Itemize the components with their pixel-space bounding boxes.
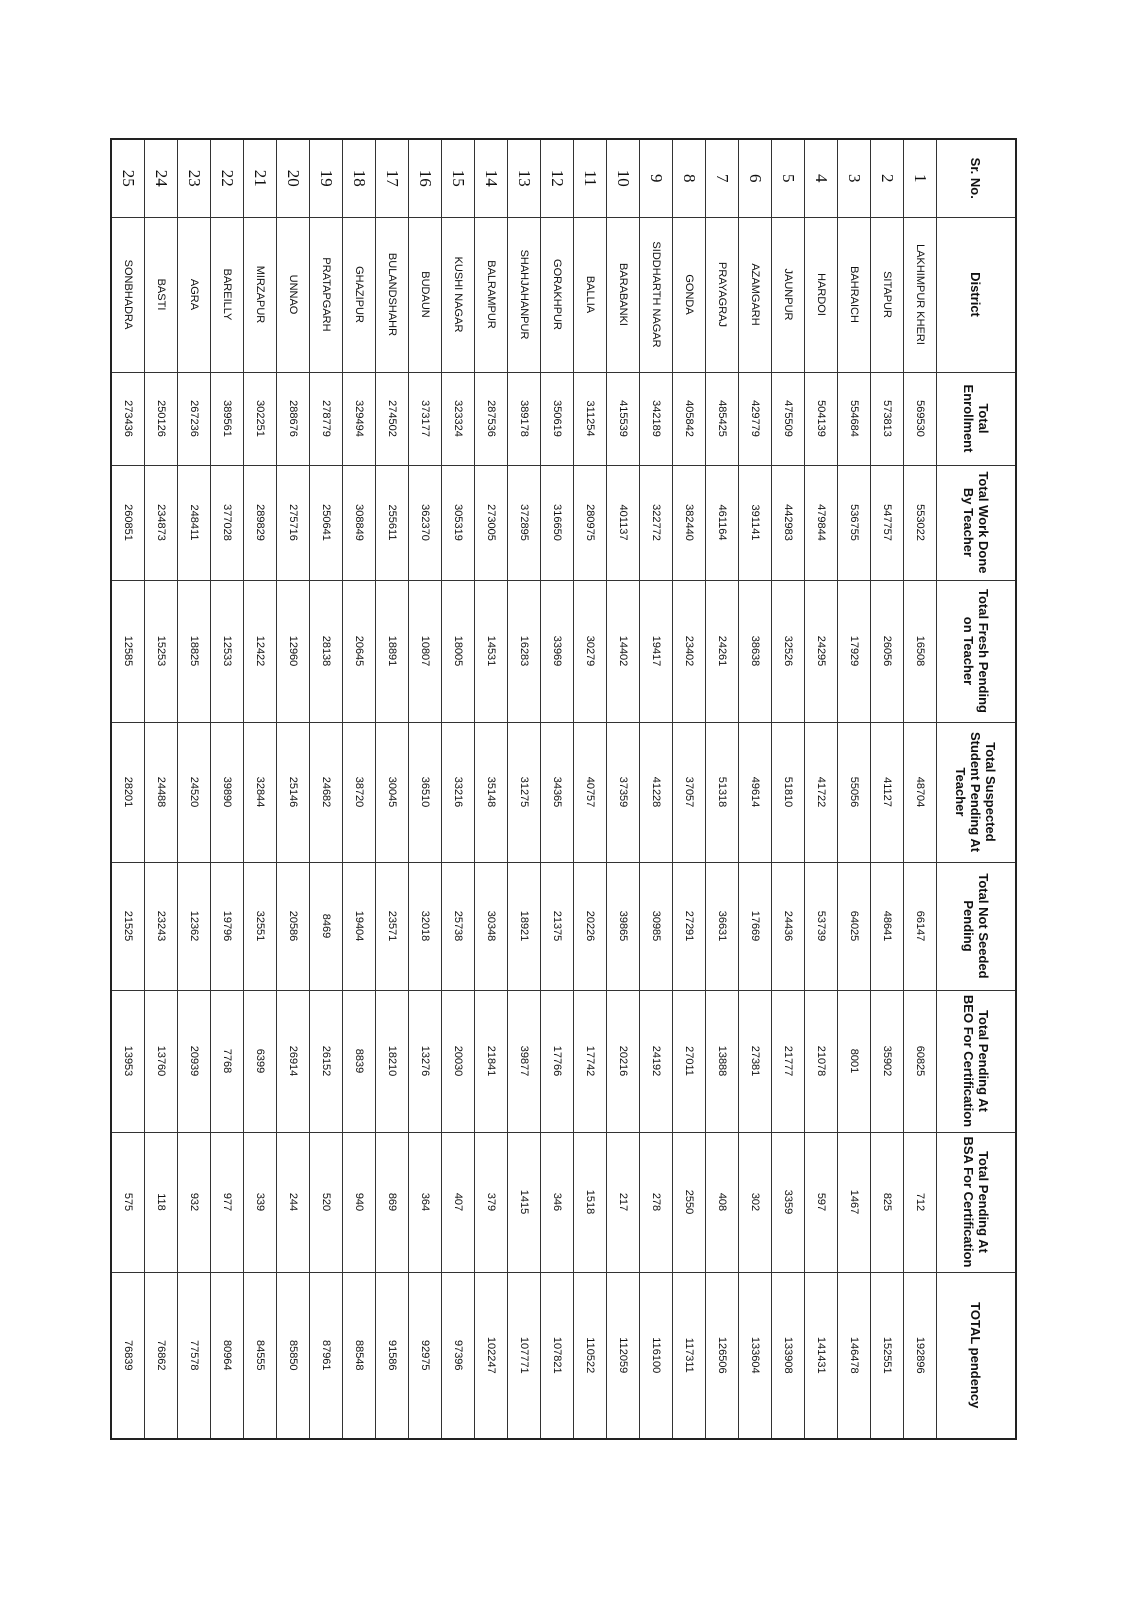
total-enrollment-cell: 273436 [111, 372, 145, 465]
work-done-cell: 391141 [739, 465, 772, 580]
district-cell: LAKHIMPUR KHERI [904, 217, 937, 372]
total-enrollment-cell: 311254 [574, 372, 607, 465]
total-enrollment-cell: 250126 [145, 372, 178, 465]
suspected-pending-cell: 49614 [739, 722, 772, 862]
work-done-cell: 250641 [310, 465, 343, 580]
beo-pending-cell: 27381 [739, 990, 772, 1132]
sr-no-cell: 18 [343, 139, 376, 217]
bsa-pending-cell: 2550 [673, 1132, 706, 1272]
suspected-pending-cell: 39890 [211, 722, 244, 862]
bsa-pending-cell: 346 [541, 1132, 574, 1272]
not-seeded-cell: 30348 [475, 862, 508, 990]
suspected-pending-cell: 34365 [541, 722, 574, 862]
beo-pending-cell: 35902 [871, 990, 904, 1132]
table-row [739, 139, 772, 1439]
total-enrollment-cell: 302251 [244, 372, 277, 465]
not-seeded-cell: 48641 [871, 862, 904, 990]
district-cell: BULANDSHAHR [376, 217, 409, 372]
work-done-cell: 305319 [442, 465, 475, 580]
work-done-cell: 275716 [277, 465, 310, 580]
table-row [277, 139, 310, 1439]
work-done-cell: 547757 [871, 465, 904, 580]
sr-no-cell: 6 [739, 139, 772, 217]
not-seeded-cell: 39865 [607, 862, 640, 990]
work-done-cell: 553022 [904, 465, 937, 580]
total-enrollment-cell: 485425 [706, 372, 739, 465]
table-row [111, 139, 145, 1439]
not-seeded-cell: 20586 [277, 862, 310, 990]
total-pendency-cell: 110522 [574, 1272, 607, 1439]
beo-pending-cell: 60825 [904, 990, 937, 1132]
rotated-table-container [119, 138, 1017, 1438]
fresh-pending-cell: 38638 [739, 580, 772, 722]
total-pendency-cell: 85850 [277, 1272, 310, 1439]
bsa-pending-cell: 825 [871, 1132, 904, 1272]
not-seeded-cell: 24436 [772, 862, 805, 990]
district-cell: PRATAPGARH [310, 217, 343, 372]
suspected-pending-cell: 28201 [111, 722, 145, 862]
table-row [376, 139, 409, 1439]
sr-no-cell: 23 [178, 139, 211, 217]
bsa-pending-cell: 1467 [838, 1132, 871, 1272]
not-seeded-cell: 32018 [409, 862, 442, 990]
sr-no-cell: 22 [211, 139, 244, 217]
sr-no-cell: 11 [574, 139, 607, 217]
total-pendency-cell: 141431 [805, 1272, 838, 1439]
suspected-pending-cell: 55056 [838, 722, 871, 862]
total-enrollment-cell: 475509 [772, 372, 805, 465]
suspected-pending-cell: 24682 [310, 722, 343, 862]
bsa-pending-cell: 869 [376, 1132, 409, 1272]
total-pendency-cell: 77578 [178, 1272, 211, 1439]
not-seeded-cell: 64025 [838, 862, 871, 990]
total-pendency-cell: 88548 [343, 1272, 376, 1439]
suspected-pending-cell: 40757 [574, 722, 607, 862]
work-done-cell: 362370 [409, 465, 442, 580]
fresh-pending-cell: 12585 [111, 580, 145, 722]
suspected-pending-cell: 51318 [706, 722, 739, 862]
not-seeded-cell: 19796 [211, 862, 244, 990]
total-pendency-cell: 91586 [376, 1272, 409, 1439]
sr-no-cell: 13 [508, 139, 541, 217]
work-done-cell: 479844 [805, 465, 838, 580]
beo-pending-cell: 8001 [838, 990, 871, 1132]
total-pendency-cell: 87961 [310, 1272, 343, 1439]
district-cell: KUSHI NAGAR [442, 217, 475, 372]
total-pendency-cell: 117311 [673, 1272, 706, 1439]
district-cell: BARABANKI [607, 217, 640, 372]
bsa-pending-cell: 932 [178, 1132, 211, 1272]
suspected-pending-cell: 32844 [244, 722, 277, 862]
total-enrollment-cell: 342189 [640, 372, 673, 465]
table-row [211, 139, 244, 1439]
table-row [706, 139, 739, 1439]
district-cell: GORAKHPUR [541, 217, 574, 372]
suspected-pending-cell: 24520 [178, 722, 211, 862]
fresh-pending-cell: 12533 [211, 580, 244, 722]
bsa-pending-cell: 302 [739, 1132, 772, 1272]
sr-no-cell: 21 [244, 139, 277, 217]
district-cell: SHAHJAHANPUR [508, 217, 541, 372]
sr-no-cell: 9 [640, 139, 673, 217]
sr-no-cell: 10 [607, 139, 640, 217]
total-enrollment-cell: 429779 [739, 372, 772, 465]
district-cell: GONDA [673, 217, 706, 372]
fresh-pending-cell: 12422 [244, 580, 277, 722]
table-row [673, 139, 706, 1439]
district-cell: AGRA [178, 217, 211, 372]
beo-pending-cell: 18210 [376, 990, 409, 1132]
bsa-pending-cell: 597 [805, 1132, 838, 1272]
total-enrollment-cell: 373177 [409, 372, 442, 465]
fresh-pending-cell: 24261 [706, 580, 739, 722]
work-done-cell: 260851 [111, 465, 145, 580]
suspected-pending-cell: 41722 [805, 722, 838, 862]
suspected-pending-cell: 30045 [376, 722, 409, 862]
beo-pending-cell: 6399 [244, 990, 277, 1132]
total-pendency-cell: 112059 [607, 1272, 640, 1439]
bsa-pending-cell: 520 [310, 1132, 343, 1272]
district-cell: BALRAMPUR [475, 217, 508, 372]
not-seeded-cell: 21375 [541, 862, 574, 990]
beo-pending-cell: 39877 [508, 990, 541, 1132]
table-row [475, 139, 508, 1439]
table-body [111, 139, 937, 1439]
total-pendency-cell: 92975 [409, 1272, 442, 1439]
table-row [178, 139, 211, 1439]
beo-pending-cell: 27011 [673, 990, 706, 1132]
fresh-pending-cell: 10807 [409, 580, 442, 722]
sr-no-cell: 15 [442, 139, 475, 217]
total-enrollment-cell: 389561 [211, 372, 244, 465]
district-cell: UNNAO [277, 217, 310, 372]
not-seeded-cell: 30985 [640, 862, 673, 990]
district-cell: BALLIA [574, 217, 607, 372]
fresh-pending-cell: 19417 [640, 580, 673, 722]
not-seeded-cell: 18921 [508, 862, 541, 990]
sr-no-cell: 14 [475, 139, 508, 217]
suspected-pending-cell: 35148 [475, 722, 508, 862]
fresh-pending-cell: 20645 [343, 580, 376, 722]
not-seeded-cell: 19404 [343, 862, 376, 990]
bsa-pending-cell: 1518 [574, 1132, 607, 1272]
fresh-pending-cell: 14402 [607, 580, 640, 722]
fresh-pending-cell: 18005 [442, 580, 475, 722]
header-not-seeded-pending: Total Not Seeded Pending [937, 862, 1017, 990]
not-seeded-cell: 8469 [310, 862, 343, 990]
table-row [442, 139, 475, 1439]
total-enrollment-cell: 287536 [475, 372, 508, 465]
beo-pending-cell: 13888 [706, 990, 739, 1132]
table-row [805, 139, 838, 1439]
sr-no-cell: 3 [838, 139, 871, 217]
beo-pending-cell: 26152 [310, 990, 343, 1132]
beo-pending-cell: 21841 [475, 990, 508, 1132]
sr-no-cell: 4 [805, 139, 838, 217]
suspected-pending-cell: 51810 [772, 722, 805, 862]
fresh-pending-cell: 32526 [772, 580, 805, 722]
work-done-cell: 280975 [574, 465, 607, 580]
work-done-cell: 316650 [541, 465, 574, 580]
total-pendency-cell: 126506 [706, 1272, 739, 1439]
bsa-pending-cell: 244 [277, 1132, 310, 1272]
total-pendency-cell: 107821 [541, 1272, 574, 1439]
fresh-pending-cell: 23402 [673, 580, 706, 722]
fresh-pending-cell: 18891 [376, 580, 409, 722]
work-done-cell: 536755 [838, 465, 871, 580]
work-done-cell: 273005 [475, 465, 508, 580]
table-row [541, 139, 574, 1439]
total-pendency-cell: 80964 [211, 1272, 244, 1439]
work-done-cell: 289829 [244, 465, 277, 580]
bsa-pending-cell: 217 [607, 1132, 640, 1272]
total-enrollment-cell: 278779 [310, 372, 343, 465]
bsa-pending-cell: 379 [475, 1132, 508, 1272]
not-seeded-cell: 53739 [805, 862, 838, 990]
total-pendency-cell: 76839 [111, 1272, 145, 1439]
total-pendency-cell: 152551 [871, 1272, 904, 1439]
sr-no-cell: 7 [706, 139, 739, 217]
district-cell: BUDAUN [409, 217, 442, 372]
table-row [904, 139, 937, 1439]
district-cell: PRAYAGRAJ [706, 217, 739, 372]
beo-pending-cell: 21777 [772, 990, 805, 1132]
suspected-pending-cell: 41127 [871, 722, 904, 862]
table-row [508, 139, 541, 1439]
suspected-pending-cell: 31275 [508, 722, 541, 862]
not-seeded-cell: 23571 [376, 862, 409, 990]
district-cell: SITAPUR [871, 217, 904, 372]
fresh-pending-cell: 33969 [541, 580, 574, 722]
table-row [409, 139, 442, 1439]
total-enrollment-cell: 274502 [376, 372, 409, 465]
sr-no-cell: 8 [673, 139, 706, 217]
beo-pending-cell: 26914 [277, 990, 310, 1132]
sr-no-cell: 16 [409, 139, 442, 217]
table-row [145, 139, 178, 1439]
work-done-cell: 382440 [673, 465, 706, 580]
beo-pending-cell: 20216 [607, 990, 640, 1132]
work-done-cell: 442983 [772, 465, 805, 580]
work-done-cell: 255611 [376, 465, 409, 580]
bsa-pending-cell: 3359 [772, 1132, 805, 1272]
total-enrollment-cell: 405842 [673, 372, 706, 465]
fresh-pending-cell: 12960 [277, 580, 310, 722]
not-seeded-cell: 12362 [178, 862, 211, 990]
beo-pending-cell: 13953 [111, 990, 145, 1132]
work-done-cell: 372895 [508, 465, 541, 580]
header-total-pendency: TOTAL pendency [937, 1272, 1017, 1439]
header-beo-pending: Total Pending At BEO For Certification [937, 990, 1017, 1132]
district-cell: BASTI [145, 217, 178, 372]
bsa-pending-cell: 278 [640, 1132, 673, 1272]
total-pendency-cell: 97396 [442, 1272, 475, 1439]
bsa-pending-cell: 408 [706, 1132, 739, 1272]
beo-pending-cell: 13276 [409, 990, 442, 1132]
table-row [772, 139, 805, 1439]
table-row [244, 139, 277, 1439]
total-enrollment-cell: 554684 [838, 372, 871, 465]
not-seeded-cell: 17669 [739, 862, 772, 990]
total-pendency-cell: 102247 [475, 1272, 508, 1439]
sr-no-cell: 19 [310, 139, 343, 217]
beo-pending-cell: 24192 [640, 990, 673, 1132]
district-cell: BAREILLY [211, 217, 244, 372]
total-enrollment-cell: 569530 [904, 372, 937, 465]
table-row [640, 139, 673, 1439]
fresh-pending-cell: 14531 [475, 580, 508, 722]
work-done-cell: 234873 [145, 465, 178, 580]
table-row [838, 139, 871, 1439]
total-enrollment-cell: 504139 [805, 372, 838, 465]
beo-pending-cell: 17742 [574, 990, 607, 1132]
header-fresh-pending: Total Fresh Pending on Teacher [937, 580, 1017, 722]
suspected-pending-cell: 41228 [640, 722, 673, 862]
beo-pending-cell: 7768 [211, 990, 244, 1132]
work-done-cell: 308849 [343, 465, 376, 580]
work-done-cell: 322772 [640, 465, 673, 580]
total-pendency-cell: 133604 [739, 1272, 772, 1439]
bsa-pending-cell: 1415 [508, 1132, 541, 1272]
header-sr-no: Sr. No. [937, 139, 1017, 217]
suspected-pending-cell: 33216 [442, 722, 475, 862]
beo-pending-cell: 21078 [805, 990, 838, 1132]
total-pendency-cell: 192896 [904, 1272, 937, 1439]
suspected-pending-cell: 24488 [145, 722, 178, 862]
total-enrollment-cell: 288676 [277, 372, 310, 465]
work-done-cell: 248411 [178, 465, 211, 580]
bsa-pending-cell: 575 [111, 1132, 145, 1272]
not-seeded-cell: 27291 [673, 862, 706, 990]
not-seeded-cell: 32551 [244, 862, 277, 990]
sr-no-cell: 2 [871, 139, 904, 217]
fresh-pending-cell: 16283 [508, 580, 541, 722]
district-cell: GHAZIPUR [343, 217, 376, 372]
table-row [310, 139, 343, 1439]
fresh-pending-cell: 28138 [310, 580, 343, 722]
not-seeded-cell: 21525 [111, 862, 145, 990]
fresh-pending-cell: 17929 [838, 580, 871, 722]
beo-pending-cell: 20939 [178, 990, 211, 1132]
total-pendency-cell: 84555 [244, 1272, 277, 1439]
suspected-pending-cell: 48704 [904, 722, 937, 862]
not-seeded-cell: 25738 [442, 862, 475, 990]
table-row [574, 139, 607, 1439]
work-done-cell: 461164 [706, 465, 739, 580]
sr-no-cell: 25 [111, 139, 145, 217]
district-cell: BAHRAICH [838, 217, 871, 372]
header-total-enrollment: Total Enrollment [937, 372, 1017, 465]
header-district: District [937, 217, 1017, 372]
total-pendency-cell: 133908 [772, 1272, 805, 1439]
suspected-pending-cell: 38720 [343, 722, 376, 862]
bsa-pending-cell: 940 [343, 1132, 376, 1272]
fresh-pending-cell: 24295 [805, 580, 838, 722]
fresh-pending-cell: 18825 [178, 580, 211, 722]
not-seeded-cell: 20226 [574, 862, 607, 990]
bsa-pending-cell: 364 [409, 1132, 442, 1272]
total-pendency-cell: 76862 [145, 1272, 178, 1439]
bsa-pending-cell: 407 [442, 1132, 475, 1272]
district-pendency-table [110, 138, 1017, 1440]
district-cell: HARDOI [805, 217, 838, 372]
fresh-pending-cell: 16508 [904, 580, 937, 722]
suspected-pending-cell: 37057 [673, 722, 706, 862]
fresh-pending-cell: 15253 [145, 580, 178, 722]
fresh-pending-cell: 30279 [574, 580, 607, 722]
total-pendency-cell: 146478 [838, 1272, 871, 1439]
total-enrollment-cell: 573813 [871, 372, 904, 465]
bsa-pending-cell: 977 [211, 1132, 244, 1272]
district-cell: SONBHADRA [111, 217, 145, 372]
total-enrollment-cell: 415539 [607, 372, 640, 465]
not-seeded-cell: 36631 [706, 862, 739, 990]
sr-no-cell: 1 [904, 139, 937, 217]
beo-pending-cell: 8839 [343, 990, 376, 1132]
total-pendency-cell: 107771 [508, 1272, 541, 1439]
table-row [871, 139, 904, 1439]
table-row [343, 139, 376, 1439]
table-header-row [937, 139, 1017, 1439]
not-seeded-cell: 23243 [145, 862, 178, 990]
sr-no-cell: 17 [376, 139, 409, 217]
beo-pending-cell: 13760 [145, 990, 178, 1132]
total-enrollment-cell: 323324 [442, 372, 475, 465]
district-cell: JAUNPUR [772, 217, 805, 372]
table-row [607, 139, 640, 1439]
header-suspected-pending: Total Suspected Student Pending At Teacher [937, 722, 1017, 862]
header-total-work-done: Total Work Done By Teacher [937, 465, 1017, 580]
beo-pending-cell: 17766 [541, 990, 574, 1132]
total-enrollment-cell: 329494 [343, 372, 376, 465]
fresh-pending-cell: 26056 [871, 580, 904, 722]
work-done-cell: 377028 [211, 465, 244, 580]
bsa-pending-cell: 339 [244, 1132, 277, 1272]
total-enrollment-cell: 389178 [508, 372, 541, 465]
not-seeded-cell: 66147 [904, 862, 937, 990]
sr-no-cell: 24 [145, 139, 178, 217]
suspected-pending-cell: 25146 [277, 722, 310, 862]
district-cell: SIDDHARTH NAGAR [640, 217, 673, 372]
work-done-cell: 401137 [607, 465, 640, 580]
suspected-pending-cell: 37359 [607, 722, 640, 862]
bsa-pending-cell: 118 [145, 1132, 178, 1272]
sr-no-cell: 5 [772, 139, 805, 217]
total-enrollment-cell: 267236 [178, 372, 211, 465]
sr-no-cell: 12 [541, 139, 574, 217]
sr-no-cell: 20 [277, 139, 310, 217]
bsa-pending-cell: 712 [904, 1132, 937, 1272]
total-enrollment-cell: 350619 [541, 372, 574, 465]
beo-pending-cell: 20030 [442, 990, 475, 1132]
header-bsa-pending: Total Pending At BSA For Certification [937, 1132, 1017, 1272]
district-cell: MIRZAPUR [244, 217, 277, 372]
suspected-pending-cell: 36510 [409, 722, 442, 862]
total-pendency-cell: 116100 [640, 1272, 673, 1439]
district-cell: AZAMGARH [739, 217, 772, 372]
